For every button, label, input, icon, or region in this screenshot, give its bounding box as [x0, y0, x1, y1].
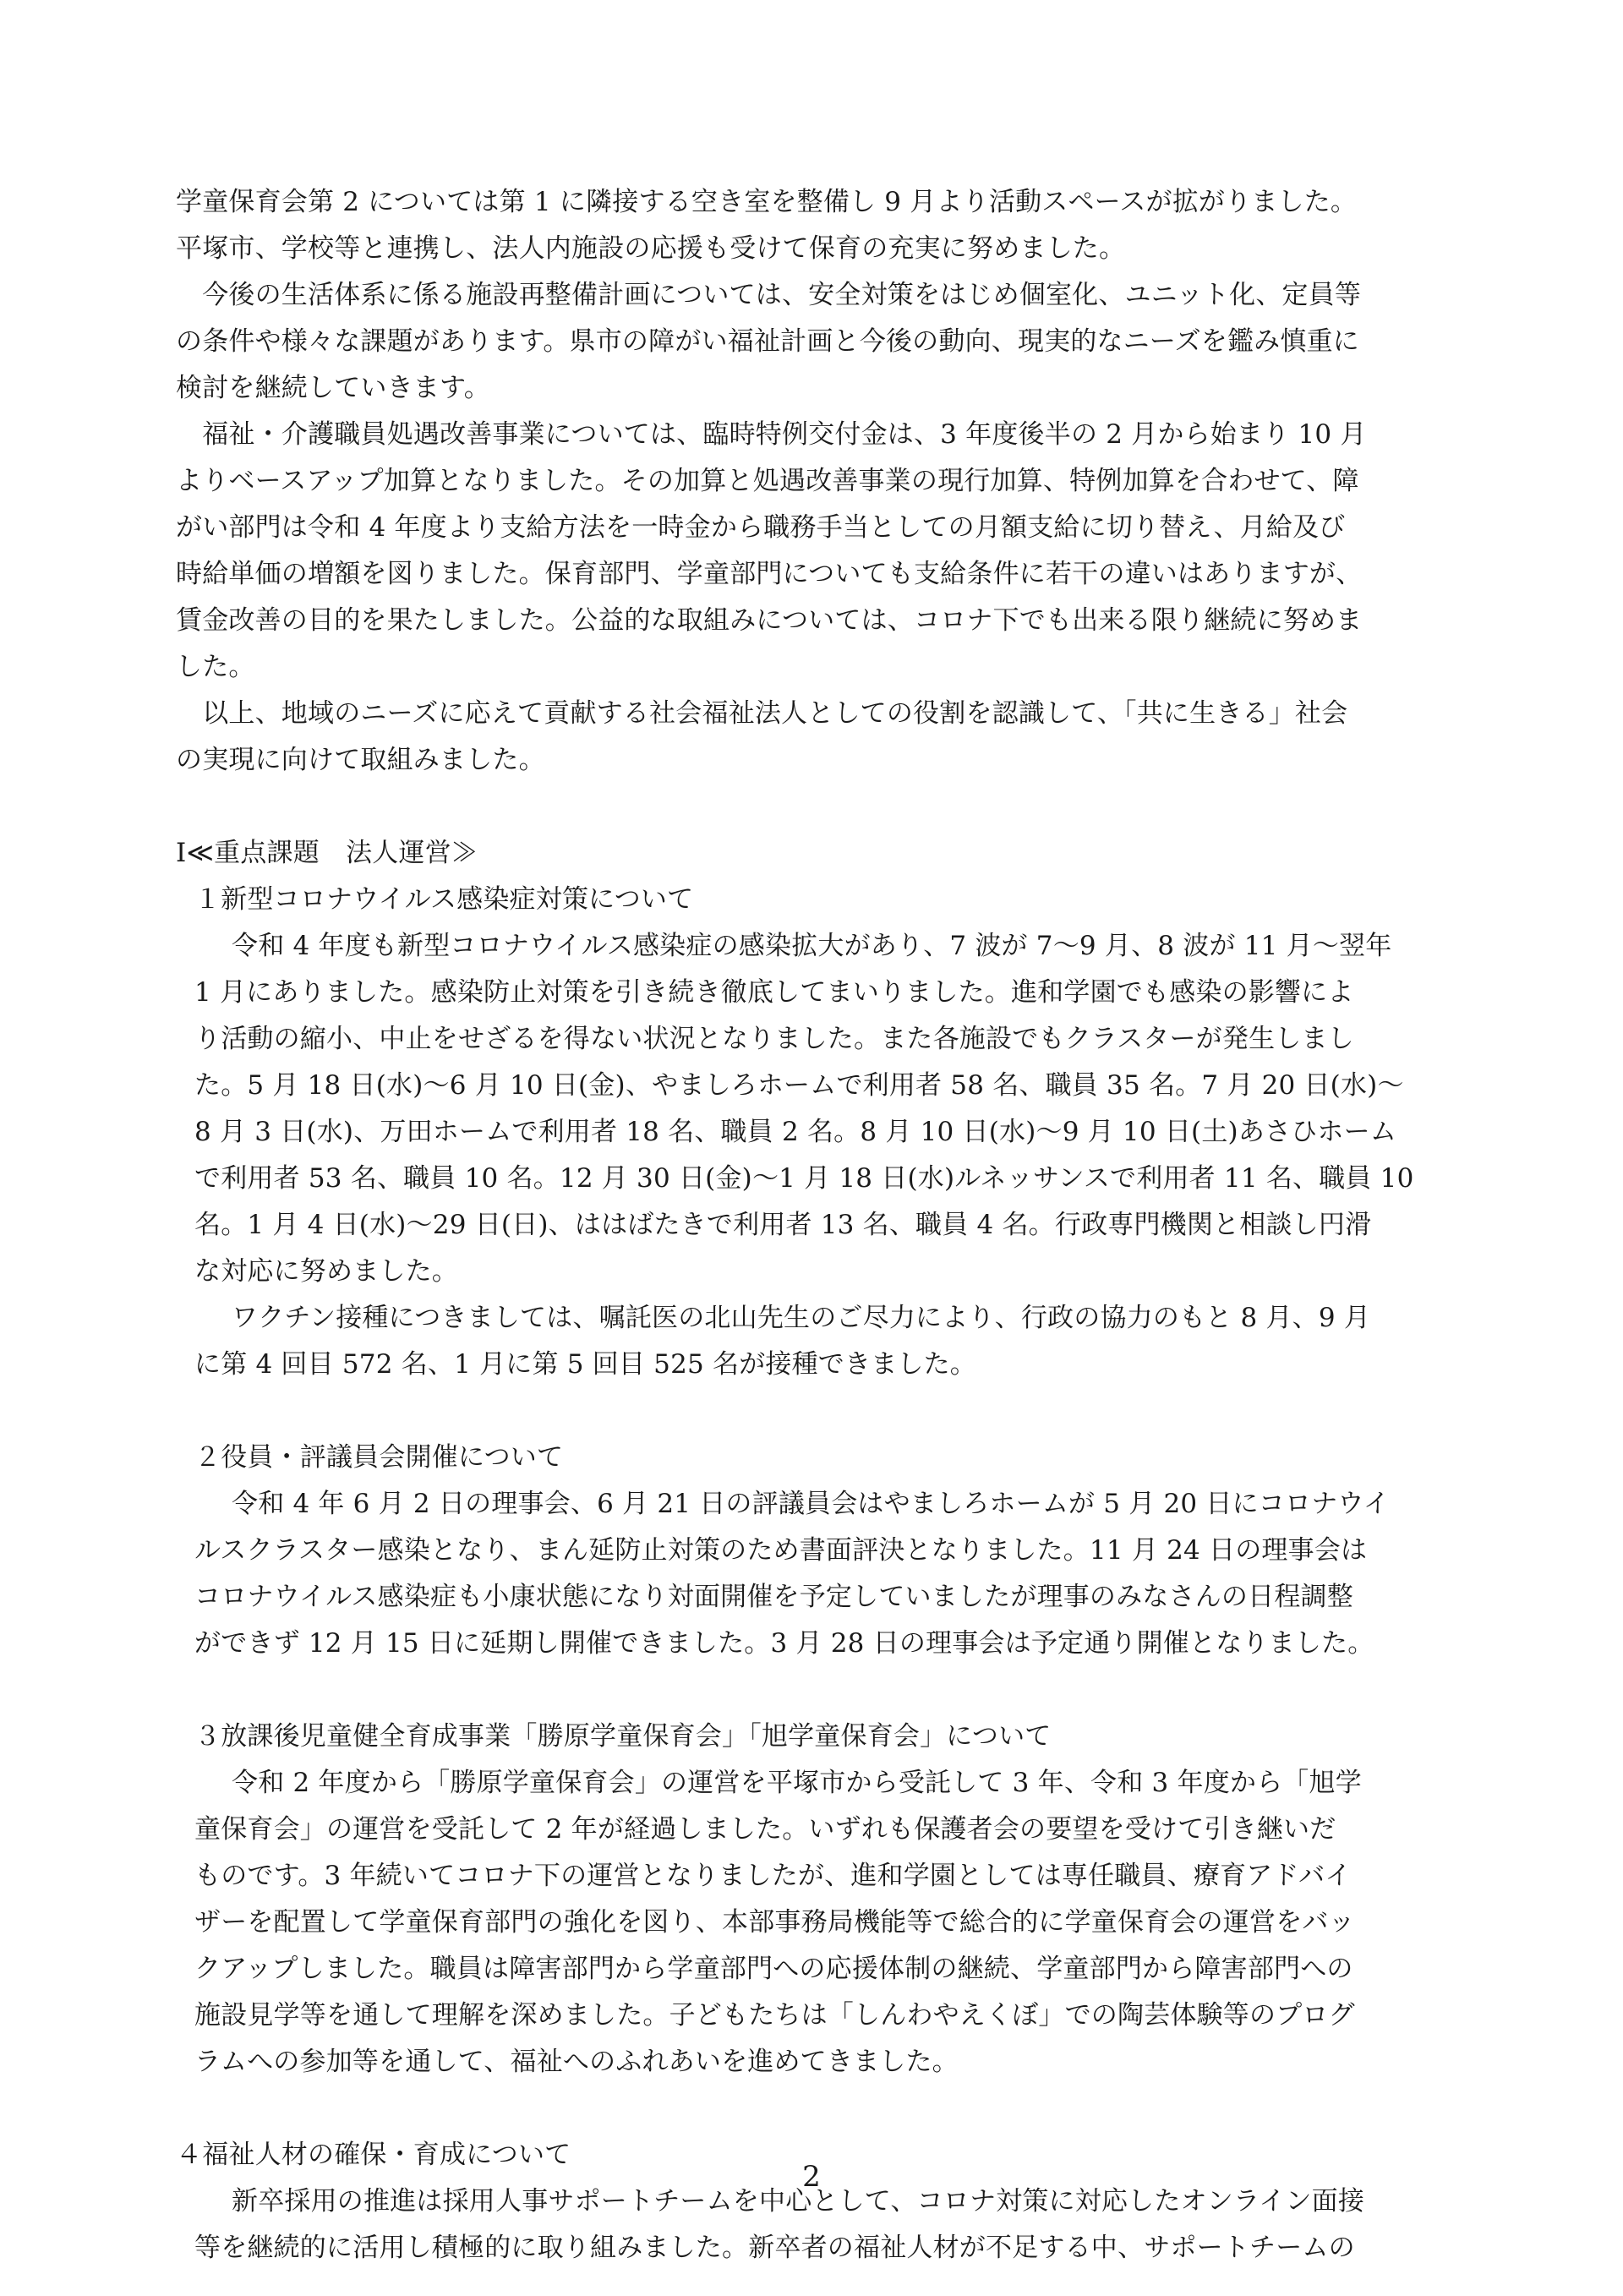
text-line: 令和 2 年度から「勝原学童保育会」の運営を平塚市から受託して 3 年、令和 3 年度から「旭学 [232, 1768, 1362, 1798]
text-line: な対応に努めました。 [194, 1256, 458, 1287]
text-line: ルスクラスター感染となり、まん延防止対策のため書面評決となりました。11 月 24 日の理事会は [194, 1535, 1368, 1566]
text-line: 以上、地域のニーズに応えて貢献する社会福祉法人としての役割を認識して、「共に生きる」社会 [176, 698, 1348, 729]
text-line: に第 4 回目 572 名、1 月に第 5 回目 525 名が接種できました。 [194, 1349, 976, 1380]
section-2 [176, 1435, 1461, 1667]
text-line: の条件や様々な課題があります。県市の障がい福祉計画と今後の動向、現実的なニーズを鑑み慎重に [176, 326, 1359, 357]
text-line: 賃金改善の目的を果たしました。公益的な取組みについては、コロナ下でも出来る限り継続に努めま [176, 605, 1363, 636]
text-line: 童保育会」の運営を受託して 2 年が経過しました。いずれも保護者会の要望を受けて引き継いだ [194, 1814, 1336, 1845]
text-line: た。5 月 18 日(水)〜6 月 10 日(金)、やましろホームで利用者 58 名、職員 35 名。7 月 20 日(水)〜 [194, 1070, 1404, 1101]
section-1-title: １新型コロナウイルス感染症対策について [194, 884, 694, 915]
text-line: 平塚市、学校等と連携し、法人内施設の応援も受けて保育の充実に努めました。 [176, 233, 1126, 264]
text-line: した。 [176, 652, 255, 682]
text-line: 8 月 3 日(水)、万田ホームで利用者 18 名、職員 2 名。8 月 10 日(水)〜9 月 10 日(土)あさひホーム [194, 1117, 1397, 1147]
text-line: 名。1 月 4 日(水)〜29 日(日)、ははばたきで利用者 13 名、職員 4 名。行政専門機関と相談し円滑 [194, 1210, 1372, 1240]
text-line: り活動の縮小、中止をせざるを得ない状況となりました。また各施設でもクラスターが発生しまし [194, 1024, 1354, 1054]
text-line: ラムへの参加等を通して、福祉へのふれあいを進めてきました。 [194, 2047, 959, 2077]
spacer [176, 784, 1461, 830]
text-line: がい部門は令和 4 年度より支給方法を一時金から職務手当としての月額支給に切り替え、月給及び [176, 512, 1346, 543]
section-1 [176, 877, 1461, 1388]
text-line: ザーを配置して学童保育部門の強化を図り、本部事務局機能等で総合的に学童保育会の運営をバッ [194, 1907, 1355, 1938]
text-line: 令和 4 年 6 月 2 日の理事会、6 月 21 日の評議員会はやましろホームが 5 月 20 日にコロナウイ [232, 1489, 1390, 1519]
section-heading: Ⅰ≪重点課題 法人運営≫ [176, 838, 478, 868]
document-body [176, 179, 1461, 2271]
text-line: ワクチン接種につきましては、嘱託医の北山先生のご尽力により、行政の協力のもと 8 月、9 月 [232, 1303, 1371, 1333]
page-number: 2 [802, 2160, 821, 2194]
text-line: 新卒採用の推進は採用人事サポートチームを中心として、コロナ対策に対応したオンライン面接 [232, 2186, 1365, 2217]
text-line: ができず 12 月 15 日に延期し開催できました。3 月 28 日の理事会は予定通り開催となりました。 [194, 1628, 1374, 1659]
text-line: 時給単価の増額を図りました。保育部門、学童部門についても支給条件に若干の違いはありますが、 [176, 559, 1363, 589]
text-line: 福祉・介護職員処遇改善事業については、臨時特例交付金は、3 年度後半の 2 月から始まり 10 月 [176, 419, 1367, 450]
section-3-title: ３放課後児童健全育成事業「勝原学童保育会」「旭学童保育会」について [194, 1721, 1052, 1752]
section-3 [176, 1714, 1461, 2086]
text-line: 検討を継続していきます。 [176, 373, 490, 403]
section-2-title: ２役員・評議員会開催について [194, 1442, 564, 1473]
intro-paragraphs [176, 179, 1461, 784]
text-line: 1 月にありました。感染防止対策を引き続き徹底してまいりました。進和学園でも感染の影響によ [194, 977, 1354, 1008]
section-4 [176, 2132, 1461, 2271]
text-line: で利用者 53 名、職員 10 名。12 月 30 日(金)〜1 月 18 日(水)ルネッサンスで利用者 11 名、職員 10 [194, 1163, 1414, 1194]
text-line: 令和 4 年度も新型コロナウイルス感染症の感染拡大があり、7 波が 7〜9 月、8 波が 11 月〜翌年 [232, 931, 1392, 961]
spacer [176, 1388, 1461, 1435]
text-line: 今後の生活体系に係る施設再整備計画については、安全対策をはじめ個室化、ユニット化、定員等 [176, 280, 1362, 310]
text-line: 学童保育会第 2 については第 1 に隣接する空き室を整備し 9 月より活動スペースが拡がりました。 [176, 187, 1358, 217]
text-line: よりベースアップ加算となりました。その加算と処遇改善事業の現行加算、特例加算を合わせて、障 [176, 466, 1359, 496]
text-line: 施設見学等を通して理解を深めました。子どもたちは「しんわやえくぼ」での陶芸体験等のプログ [194, 2000, 1355, 2031]
section-4-title: ４福祉人材の確保・育成について [176, 2140, 571, 2170]
text-line: の実現に向けて取組みました。 [176, 745, 545, 775]
text-line: ものです。3 年続いてコロナ下の運営となりましたが、進和学園としては専任職員、療育アドバイ [194, 1861, 1352, 1891]
text-line: 等を継続的に活用し積極的に取り組みました。新卒者の福祉人材が不足する中、サポートチームの [194, 2233, 1355, 2263]
text-line: コロナウイルス感染症も小康状態になり対面開催を予定していましたが理事のみなさんの日程調整 [194, 1582, 1353, 1612]
text-line: クアップしました。職員は障害部門から学童部門への応援体制の継続、学童部門から障害部門への [194, 1954, 1353, 1984]
spacer [176, 2086, 1461, 2132]
spacer [176, 1667, 1461, 1714]
